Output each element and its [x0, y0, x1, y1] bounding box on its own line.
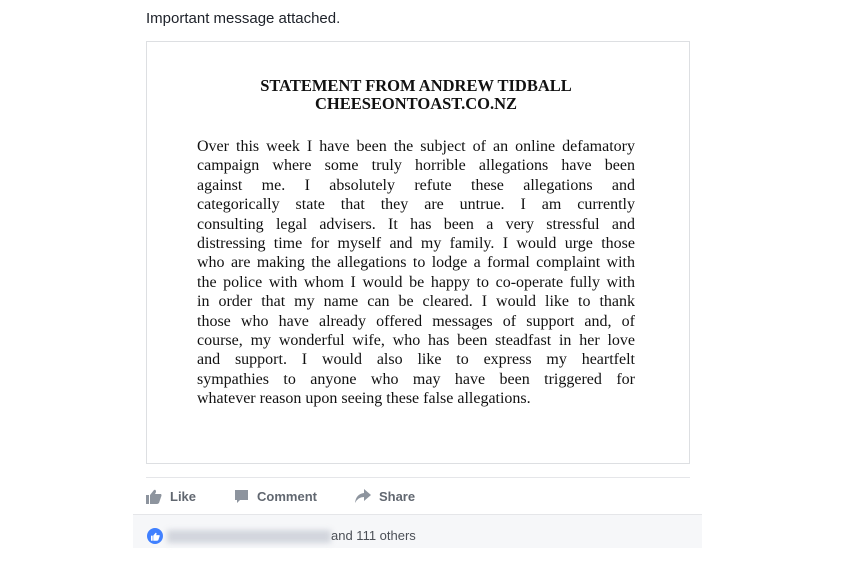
attached-image[interactable] — [146, 41, 690, 464]
statement-line-text: in order that my name can be cleared. I would like to thank — [197, 293, 635, 311]
statement-body — [197, 137, 635, 408]
statement-line — [197, 137, 635, 156]
statement-line-text: distressing time for myself and my family. I would urge those — [197, 234, 635, 252]
like-button[interactable] — [146, 489, 196, 504]
statement-line — [197, 389, 635, 408]
statement-line — [197, 215, 635, 234]
reactions-count-link[interactable]: and 111 others — [331, 528, 416, 543]
statement-line — [197, 253, 635, 272]
statement-line-text: the police with whom I would be happy to co-operate fully with — [197, 273, 635, 291]
statement-line-text: categorically state that they are untrue. I am currently — [197, 196, 635, 214]
statement-title-line: STATEMENT FROM ANDREW TIDBALL — [260, 76, 572, 95]
statement-line — [197, 312, 635, 331]
post-message: Important message attached. — [146, 10, 341, 27]
statement-line-text: sympathies to anyone who may have been triggered for — [197, 370, 635, 388]
share-label: Share — [378, 488, 416, 504]
share-icon — [355, 489, 371, 503]
statement-line — [197, 350, 635, 369]
statement-line-text: against me. I absolutely refute these allegations and — [197, 176, 635, 194]
statement-line-text: who are making the allegations to lodge a formal complaint with — [197, 254, 635, 272]
statement-line — [197, 195, 635, 214]
statement-line-text: and support. I would also like to express my heartfelt — [197, 351, 635, 369]
thumbs-up-icon — [146, 489, 162, 504]
statement-line — [197, 370, 635, 389]
statement-subtitle-line: CHEESEONTOAST.CO.NZ — [314, 94, 518, 113]
post-actions — [146, 486, 453, 506]
like-reaction-icon — [147, 528, 163, 544]
statement-line — [197, 176, 635, 195]
statement-line — [197, 331, 635, 350]
statement-title — [197, 77, 635, 113]
share-button[interactable] — [355, 489, 415, 504]
statement-line — [197, 273, 635, 292]
statement-line-text: those who have already offered messages of support and, of — [197, 312, 635, 330]
statement-line-text: whatever reason upon seeing these false allegations. — [197, 390, 531, 408]
like-label: Like — [170, 488, 197, 504]
comment-button[interactable] — [234, 489, 317, 504]
divider — [146, 477, 690, 478]
comment-icon — [234, 489, 249, 504]
statement-line — [197, 292, 635, 311]
blurred-names — [167, 530, 331, 543]
reactions-bar — [133, 514, 702, 548]
statement-line-text: consulting legal advisers. It has been a very stressful and — [197, 215, 635, 233]
statement-line — [197, 234, 635, 253]
comment-label: Comment — [257, 488, 317, 504]
statement-line-text: course, my wonderful wife, who has been steadfast in her love — [197, 331, 635, 349]
statement-line-text: campaign where some truly horrible allegations have been — [197, 157, 635, 175]
statement-line-text: Over this week I have been the subject of an online defamatory — [197, 138, 635, 155]
statement-line — [197, 156, 635, 175]
statement-document — [197, 42, 635, 408]
